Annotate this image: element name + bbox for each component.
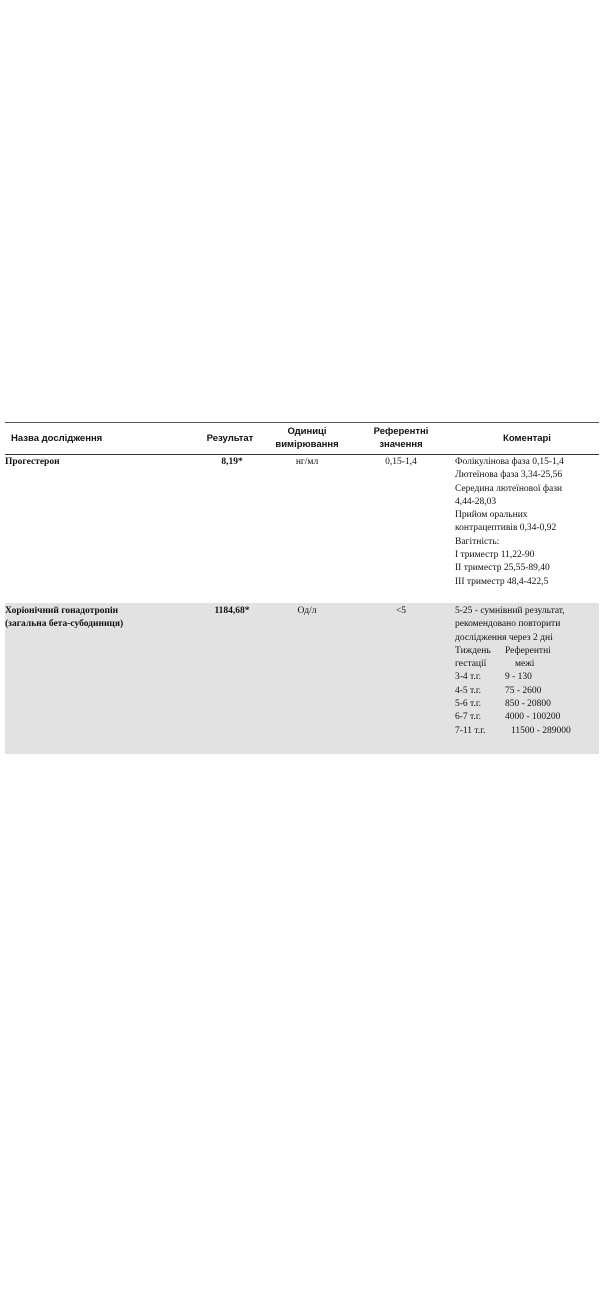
row-name: Прогестерон bbox=[5, 457, 60, 467]
table-header bbox=[5, 422, 599, 455]
header-result: Результат bbox=[206, 433, 254, 444]
table-row bbox=[5, 455, 599, 603]
row-name-line1: Хоріонічний гонадотропін bbox=[5, 606, 119, 616]
comment-line: Вагітність: bbox=[455, 536, 500, 547]
row-result: 8,19* bbox=[221, 457, 243, 467]
comment-line: I триместр 11,22-90 bbox=[455, 550, 535, 561]
gestation-week-row: 5-6 т.г. 850 - 20800 bbox=[455, 699, 551, 710]
row-reference: <5 bbox=[395, 606, 407, 616]
comment-line: дослідження через 2 дні bbox=[455, 632, 553, 643]
row-reference: 0,15-1,4 bbox=[385, 457, 417, 467]
header-comments: Коментарі bbox=[503, 433, 551, 444]
comment-line: 5-25 - сумнівний результат, bbox=[455, 606, 565, 616]
row-comments bbox=[455, 456, 599, 589]
comment-line: Середина лютеїнової фази bbox=[455, 483, 563, 494]
header-ref-line1: Референтні bbox=[373, 426, 429, 437]
comment-line: Фолікулінова фаза 0,15-1,4 bbox=[455, 457, 564, 467]
gestation-week-row: 3-4 т.г. 9 - 130 bbox=[455, 672, 532, 683]
row-name bbox=[5, 605, 185, 632]
comment-line: 4,44-28,03 bbox=[455, 496, 497, 507]
header-units-line1: Одиниці bbox=[287, 426, 327, 437]
gestation-week-row: 6-7 т.г. 4000 - 100200 bbox=[455, 712, 561, 723]
row-result: 1184,68* bbox=[214, 606, 250, 616]
row-comments bbox=[455, 605, 599, 738]
comment-line: II триместр 25,55-89,40 bbox=[455, 563, 550, 574]
gestation-week-row: 4-5 т.г. 75 - 2600 bbox=[455, 685, 542, 696]
comment-line: рекомендовано повторити bbox=[455, 619, 561, 630]
comment-line: III триместр 48,4-422,5 bbox=[455, 576, 549, 587]
table-row bbox=[5, 603, 599, 754]
gestation-header-line1: Тиждень Референтні bbox=[455, 645, 551, 656]
header-name: Назва дослідження bbox=[11, 433, 103, 444]
row-units: нг/мл bbox=[295, 457, 319, 467]
header-ref-line2: значення bbox=[379, 439, 423, 450]
header-reference bbox=[360, 425, 442, 451]
header-units bbox=[267, 425, 347, 451]
comment-line: Лютеїнова фаза 3,34-25,56 bbox=[455, 470, 563, 481]
comment-line: контрацептивів 0,34-0,92 bbox=[455, 523, 557, 534]
header-units-line2: вимірювання bbox=[275, 439, 339, 450]
gestation-header-line2: гестації межі bbox=[455, 659, 535, 670]
gestation-week-row: 7-11 т.г. 11500 - 289000 bbox=[455, 725, 571, 736]
comment-line: Прийом оральних bbox=[455, 510, 528, 521]
row-name-line2: (загальна бета-субодиниця) bbox=[5, 619, 124, 630]
row-units: Од/л bbox=[297, 606, 317, 616]
